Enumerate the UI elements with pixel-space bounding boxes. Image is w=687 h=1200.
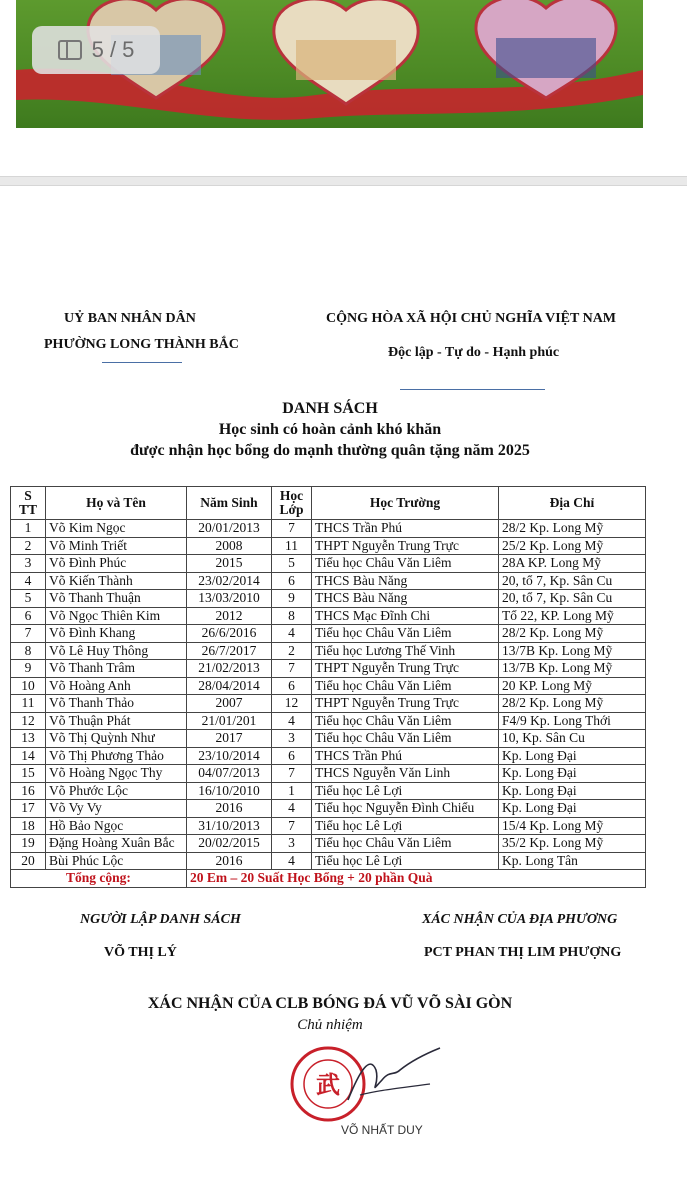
cell-address: 10, Kp. Sân Cu [499,730,646,748]
cell-school: Tiểu học Châu Văn Liêm [312,677,499,695]
club-seal-and-signature [290,1040,450,1130]
cell-address: Kp. Long Tân [499,852,646,870]
preparer-role: NGƯỜI LẬP DANH SÁCH [80,912,241,927]
header-right-underline [400,389,545,390]
cell-address: Kp. Long Đại [499,800,646,818]
col-header-address: Địa Chỉ [499,487,646,520]
cell-address: 25/2 Kp. Long Mỹ [499,537,646,555]
cell-grade: 7 [272,520,312,538]
cell-stt: 10 [11,677,46,695]
cell-birth: 13/03/2010 [187,590,272,608]
cell-stt: 14 [11,747,46,765]
cell-address: 13/7B Kp. Long Mỹ [499,660,646,678]
cell-grade: 5 [272,555,312,573]
header-left-line1: UỶ BAN NHÂN DÂN [64,311,196,326]
table-row [11,747,646,765]
cell-birth: 20/01/2013 [187,520,272,538]
table-row [11,782,646,800]
cell-address: 35/2 Kp. Long Mỹ [499,835,646,853]
cell-school: Tiểu học Lê Lợi [312,817,499,835]
cell-name: Võ Thị Quỳnh Như [46,730,187,748]
cell-grade: 4 [272,800,312,818]
cell-birth: 21/02/2013 [187,660,272,678]
table-total-row [11,870,646,888]
cell-address: 13/7B Kp. Long Mỹ [499,642,646,660]
cell-school: THPT Nguyễn Trung Trực [312,695,499,713]
page-separator [0,176,687,186]
cell-school: Tiểu học Châu Văn Liêm [312,730,499,748]
table-row [11,730,646,748]
cell-grade: 8 [272,607,312,625]
header-left-line2: PHƯỜNG LONG THÀNH BẮC [44,337,239,352]
cell-address: 20, tổ 7, Kp. Sân Cu [499,572,646,590]
cell-address: F4/9 Kp. Long Thới [499,712,646,730]
cell-name: Võ Ngọc Thiên Kim [46,607,187,625]
cell-address: 28/2 Kp. Long Mỹ [499,625,646,643]
cell-birth: 2012 [187,607,272,625]
cell-school: Tiểu học Lê Lợi [312,852,499,870]
cell-birth: 21/01/201 [187,712,272,730]
cell-stt: 4 [11,572,46,590]
cell-stt: 19 [11,835,46,853]
cell-school: Tiểu học Châu Văn Liêm [312,555,499,573]
cell-school: THCS Bàu Năng [312,572,499,590]
cell-address: 20 KP. Long Mỹ [499,677,646,695]
cell-stt: 18 [11,817,46,835]
cell-birth: 31/10/2013 [187,817,272,835]
cell-name: Võ Thanh Trâm [46,660,187,678]
cell-grade: 2 [272,642,312,660]
cell-school: THCS Bàu Năng [312,590,499,608]
club-signer-name: VÕ NHẤT DUY [341,1123,423,1137]
cell-birth: 26/7/2017 [187,642,272,660]
table-row [11,642,646,660]
cell-stt: 13 [11,730,46,748]
page-indicator-badge[interactable] [32,26,160,74]
cell-grade: 7 [272,765,312,783]
cell-name: Võ Kiến Thành [46,572,187,590]
col-header-stt: S TT [11,487,46,520]
cell-grade: 7 [272,817,312,835]
cell-school: Tiểu học Nguyễn Đình Chiểu [312,800,499,818]
doc-subtitle-2: được nhận học bổng do mạnh thường quân tặng năm 2025 [130,442,530,459]
cell-birth: 2007 [187,695,272,713]
cell-school: THPT Nguyễn Trung Trực [312,537,499,555]
cell-birth: 04/07/2013 [187,765,272,783]
cell-name: Võ Đình Khang [46,625,187,643]
cell-school: THCS Trần Phú [312,520,499,538]
cell-stt: 6 [11,607,46,625]
cell-school: Tiểu học Lương Thế Vinh [312,642,499,660]
cell-address: 28/2 Kp. Long Mỹ [499,695,646,713]
cell-school: Tiểu học Lê Lợi [312,782,499,800]
cell-grade: 3 [272,835,312,853]
cell-name: Võ Hoàng Anh [46,677,187,695]
club-confirm-title: XÁC NHẬN CỦA CLB BÓNG ĐÁ VŨ VÕ SÀI GÒN [147,995,513,1012]
header-right-line1: CỘNG HÒA XÃ HỘI CHỦ NGHĨA VIỆT NAM [326,311,617,326]
cell-grade: 4 [272,625,312,643]
page-indicator-text: 5 / 5 [91,37,135,62]
table-row [11,852,646,870]
cell-stt: 12 [11,712,46,730]
cell-name: Hồ Bảo Ngọc [46,817,187,835]
cell-address: Kp. Long Đại [499,765,646,783]
header-left-underline [102,362,182,363]
cell-birth: 26/6/2016 [187,625,272,643]
total-value: 20 Em – 20 Suất Học Bổng + 20 phần Quà [187,870,646,888]
cell-address: 20, tổ 7, Kp. Sân Cu [499,590,646,608]
cell-school: Tiểu học Châu Văn Liêm [312,835,499,853]
cell-school: Tiểu học Châu Văn Liêm [312,712,499,730]
cell-school: Tiểu học Châu Văn Liêm [312,625,499,643]
cell-birth: 23/02/2014 [187,572,272,590]
cell-stt: 15 [11,765,46,783]
table-row [11,677,646,695]
cell-address: Kp. Long Đại [499,747,646,765]
cell-birth: 2016 [187,852,272,870]
cell-grade: 1 [272,782,312,800]
cell-address: 15/4 Kp. Long Mỹ [499,817,646,835]
cell-name: Võ Hoàng Ngọc Thy [46,765,187,783]
cell-stt: 11 [11,695,46,713]
cell-address: 28/2 Kp. Long Mỹ [499,520,646,538]
col-header-school: Học Trường [312,487,499,520]
table-row [11,625,646,643]
cell-birth: 2016 [187,800,272,818]
cell-stt: 2 [11,537,46,555]
cell-stt: 5 [11,590,46,608]
local-confirm-name: PCT PHAN THỊ LIM PHƯỢNG [424,945,622,960]
doc-subtitle-1: Học sinh có hoàn cảnh khó khăn [218,421,442,438]
table-row [11,607,646,625]
table-row [11,800,646,818]
table-row [11,765,646,783]
col-header-grade: Học Lớp [272,487,312,520]
cell-birth: 2017 [187,730,272,748]
seal-emblem: 武 [316,1070,340,1099]
cell-birth: 23/10/2014 [187,747,272,765]
cell-name: Võ Thị Phương Thảo [46,747,187,765]
cell-name: Võ Thanh Thảo [46,695,187,713]
heart-photo-center [274,0,418,104]
cell-grade: 11 [272,537,312,555]
cell-stt: 8 [11,642,46,660]
cell-name: Bùi Phúc Lộc [46,852,187,870]
signature-underline [360,1084,430,1095]
cell-school: THPT Nguyễn Trung Trực [312,660,499,678]
table-row [11,537,646,555]
cell-name: Võ Thanh Thuận [46,590,187,608]
table-row [11,555,646,573]
cell-stt: 16 [11,782,46,800]
cell-name: Võ Vy Vy [46,800,187,818]
cell-grade: 6 [272,747,312,765]
header-right-line2: Độc lập - Tự do - Hạnh phúc [388,345,560,360]
cell-grade: 6 [272,677,312,695]
cell-birth: 28/04/2014 [187,677,272,695]
cell-name: Võ Đình Phúc [46,555,187,573]
cell-name: Võ Kim Ngọc [46,520,187,538]
cell-grade: 3 [272,730,312,748]
cell-name: Võ Phước Lộc [46,782,187,800]
cell-birth: 16/10/2010 [187,782,272,800]
cell-grade: 4 [272,712,312,730]
cell-stt: 1 [11,520,46,538]
cell-address: Tổ 22, KP. Long Mỹ [499,607,646,625]
cell-school: THCS Nguyễn Văn Linh [312,765,499,783]
cell-name: Đặng Hoàng Xuân Bắc [46,835,187,853]
table-row [11,712,646,730]
cell-address: 28A KP. Long Mỹ [499,555,646,573]
table-row [11,572,646,590]
table-row [11,590,646,608]
cell-school: THCS Mạc Đĩnh Chi [312,607,499,625]
scholarship-table [10,486,646,888]
cell-stt: 7 [11,625,46,643]
table-row [11,695,646,713]
club-chair-role: Chủ nhiệm [297,1017,363,1033]
cell-stt: 9 [11,660,46,678]
cell-birth: 20/02/2015 [187,835,272,853]
preparer-name: VÕ THỊ LÝ [104,945,177,960]
cell-name: Võ Lê Huy Thông [46,642,187,660]
table-row [11,835,646,853]
cell-birth: 2008 [187,537,272,555]
cell-grade: 9 [272,590,312,608]
cell-stt: 20 [11,852,46,870]
cell-grade: 6 [272,572,312,590]
total-label: Tổng cộng: [11,870,187,888]
table-row [11,817,646,835]
cell-grade: 12 [272,695,312,713]
cell-name: Võ Minh Triết [46,537,187,555]
cell-address: Kp. Long Đại [499,782,646,800]
local-confirm-role: XÁC NHẬN CỦA ĐỊA PHƯƠNG [422,912,618,927]
cell-grade: 7 [272,660,312,678]
cell-school: THCS Trần Phú [312,747,499,765]
col-header-year: Năm Sinh [187,487,272,520]
col-header-name: Họ và Tên [46,487,187,520]
doc-title: DANH SÁCH [282,400,378,417]
table-row [11,660,646,678]
table-row [11,520,646,538]
cell-grade: 4 [272,852,312,870]
cell-name: Võ Thuận Phát [46,712,187,730]
pages-icon [58,40,82,60]
cell-birth: 2015 [187,555,272,573]
table-header-row [11,487,646,520]
cell-stt: 3 [11,555,46,573]
cell-stt: 17 [11,800,46,818]
